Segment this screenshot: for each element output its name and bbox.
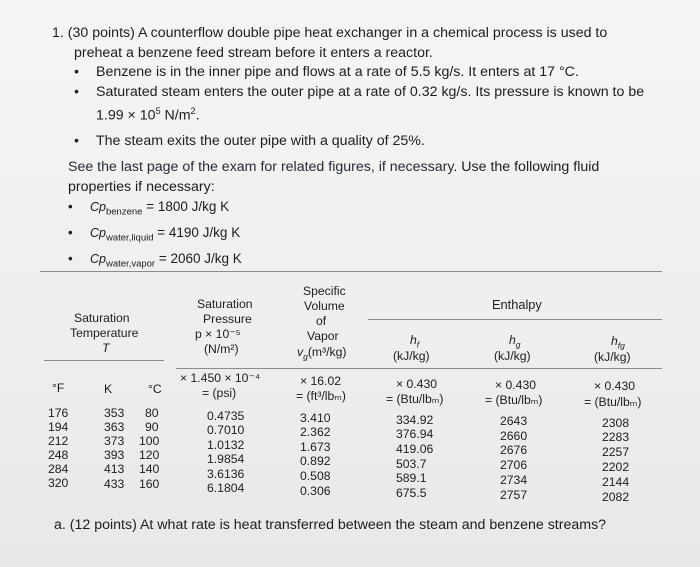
bullet-icon: • — [74, 83, 79, 100]
sat-temp-header-1: Saturation — [74, 311, 130, 325]
bullet-text: Saturated steam enters the outer pipe at a rate of 0.32 kg/s. Its pressure is known to be — [96, 83, 645, 100]
pressure-value: 1.99 × 10 — [96, 107, 156, 124]
cell-hg: 2660 — [500, 429, 528, 443]
cell-p: 0.4735 — [207, 409, 245, 423]
bullet-text: The steam exits the outer pipe with a quality of 25%. — [96, 133, 425, 150]
cell-v: 2.362 — [300, 425, 331, 439]
unit-f: °F — [52, 381, 65, 395]
cell-k: 413 — [104, 462, 125, 476]
cell-hfg: 2283 — [602, 430, 630, 444]
spec-vol-header-4: Vapor — [307, 329, 339, 343]
conv-hfg-1: × 0.430 — [594, 379, 636, 393]
cell-c: 140 — [139, 462, 160, 476]
hg-header-unit: (kJ/kg) — [494, 349, 531, 363]
hf-subscript: f — [416, 339, 420, 350]
conv-hf-1: × 0.430 — [396, 377, 438, 391]
cell-hf: 589.1 — [396, 471, 427, 485]
cell-k: 373 — [104, 434, 125, 448]
hfg-subscript: fg — [617, 340, 625, 351]
cp-value: = 4190 J/kg K — [153, 225, 241, 241]
cell-hg: 2676 — [500, 443, 528, 457]
cell-hf: 419.06 — [396, 442, 434, 456]
cell-p: 1.9854 — [207, 452, 245, 466]
cp-value: = 1800 J/kg K — [142, 199, 230, 214]
cell-p: 6.1804 — [207, 481, 245, 495]
note-rest: Use the following fluid — [457, 159, 600, 175]
cp-symbol: Cp — [90, 226, 106, 241]
cell-v: 3.410 — [300, 411, 331, 425]
cell-p: 1.0132 — [207, 438, 245, 452]
note-line-2: properties if necessary: — [68, 178, 215, 195]
cell-k: 363 — [104, 420, 125, 434]
sat-press-header-1: Saturation — [197, 297, 253, 311]
problem-line-2: preheat a benzene feed stream before it enters a reactor. — [74, 44, 433, 61]
conv-vol-2: = (ft³/lbₘ) — [296, 389, 346, 403]
cp-symbol: Cp — [90, 200, 106, 214]
spec-vol-header-5 — [297, 345, 346, 363]
pressure-unit-exponent: 2 — [190, 106, 196, 116]
cell-f: 320 — [48, 476, 69, 490]
hg-subscript: g — [515, 339, 521, 350]
vg-symbol: v — [297, 345, 304, 359]
sat-temp-header-3: T — [102, 341, 110, 355]
cell-v: 0.306 — [300, 484, 331, 498]
cell-hfg: 2144 — [602, 475, 630, 489]
hg-symbol: h — [509, 333, 516, 347]
note-accent: See the last page of the exam for related figures, if necessary. — [68, 159, 458, 175]
cell-f: 212 — [48, 434, 69, 448]
cell-f: 248 — [48, 448, 69, 462]
question-a: a. (12 points) At what rate is heat transferred between the steam and benzene streams? — [54, 517, 607, 533]
pressure-end: . — [195, 107, 200, 124]
sat-press-header-4: (N/m²) — [204, 342, 239, 356]
conv-hfg-2: = (Btu/lbₘ) — [584, 395, 642, 409]
conv-press-2: = (psi) — [202, 386, 237, 400]
cell-c: 160 — [139, 477, 160, 491]
unit-k: K — [104, 382, 113, 396]
bullet-icon: • — [68, 199, 73, 214]
cell-hfg: 2257 — [602, 445, 630, 459]
cell-p: 3.6136 — [207, 467, 245, 481]
sat-press-header-2: Pressure — [203, 312, 252, 326]
cell-hf: 376.94 — [396, 427, 434, 441]
pressure-exponent: 5 — [155, 106, 161, 116]
hf-header-unit: (kJ/kg) — [393, 349, 430, 363]
sat-press-header-3: p × 10⁻⁵ — [195, 327, 241, 341]
pressure-unit: N/m — [160, 107, 191, 124]
enthalpy-header: Enthalpy — [492, 297, 542, 312]
cell-hf: 334.92 — [396, 413, 434, 427]
cell-k: 353 — [104, 406, 125, 420]
cell-v: 0.508 — [300, 469, 331, 483]
conv-vol-1: × 16.02 — [300, 374, 342, 388]
cp-symbol: Cp — [90, 252, 106, 267]
bullet-icon: • — [68, 251, 73, 267]
bullet-icon: • — [68, 225, 73, 241]
cell-f: 176 — [48, 406, 69, 420]
cell-c: 80 — [145, 406, 159, 420]
cell-hfg: 2082 — [602, 490, 630, 504]
spec-vol-header-3: of — [316, 314, 327, 328]
cell-f: 194 — [48, 420, 69, 434]
cp-value: = 2060 J/kg K — [155, 251, 242, 267]
cell-hg: 2643 — [500, 414, 528, 428]
hf-symbol: h — [410, 333, 417, 347]
hfg-header-unit: (kJ/kg) — [594, 350, 631, 364]
cell-v: 1.673 — [300, 440, 331, 454]
conv-hg-2: = (Btu/lbₘ) — [485, 393, 543, 407]
conv-hf-2: = (Btu/lbₘ) — [386, 392, 444, 406]
cell-f: 284 — [48, 462, 69, 476]
vg-subscript: g — [303, 351, 308, 362]
bullet-text: Benzene is in the inner pipe and flows at a rate of 5.5 kg/s. It enters at 17 °C. — [96, 64, 579, 80]
cell-hf: 675.5 — [396, 486, 427, 500]
unit-c: °C — [148, 382, 162, 396]
cell-hfg: 2308 — [602, 416, 630, 430]
hfg-symbol: h — [611, 334, 618, 348]
cell-hg: 2706 — [500, 458, 528, 472]
cell-k: 393 — [104, 448, 125, 462]
cp-subscript: water,vapor — [105, 259, 156, 271]
cell-hg: 2757 — [500, 488, 528, 502]
cell-hfg: 2202 — [602, 460, 630, 474]
cell-c: 100 — [139, 434, 160, 448]
bullet-icon: • — [74, 133, 79, 150]
problem-intro: (30 points) A counterflow double pipe heat exchanger in a chemical process is used to — [67, 25, 608, 41]
cell-hf: 503.7 — [396, 457, 427, 471]
cp-subscript: water,liquid — [105, 232, 154, 244]
cell-p: 0.7010 — [207, 423, 245, 437]
spec-vol-header-1: Specific — [303, 284, 346, 298]
conv-press-1: × 1.450 × 10⁻⁴ — [180, 371, 261, 385]
cell-v: 0.892 — [300, 454, 331, 468]
cp-subscript: benzene — [105, 206, 143, 218]
spec-vol-header-2: Volume — [304, 299, 345, 313]
sat-temp-header-2: Temperature — [70, 326, 139, 340]
cell-c: 120 — [139, 448, 160, 462]
problem-number: 1. — [52, 25, 64, 41]
cell-c: 90 — [145, 420, 159, 434]
bullet-icon: • — [74, 64, 79, 80]
vg-unit: (m³/kg) — [307, 345, 347, 359]
cell-k: 433 — [104, 477, 125, 491]
conv-hg-1: × 0.430 — [495, 378, 537, 392]
cell-hg: 2734 — [500, 473, 528, 487]
